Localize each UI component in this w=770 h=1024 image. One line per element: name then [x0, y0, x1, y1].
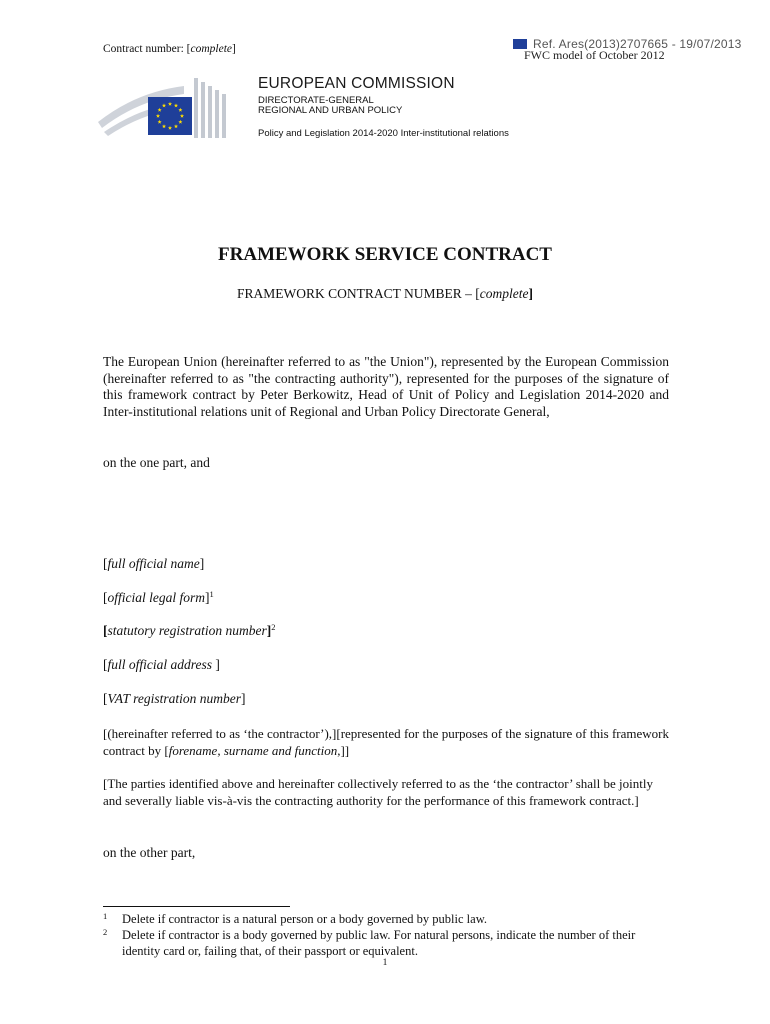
one-part-text: on the one part, and: [103, 455, 210, 470]
footnote-number: 2: [103, 927, 108, 937]
joint-liability-paragraph: [The parties identified above and hereinafter collectively referred to as the ‘the contractor’ shall be jointly and severally liable vis-à-vis the contracting authority for the performance of this framework contract.]: [103, 776, 653, 808]
footnote-ref: 2: [271, 622, 276, 632]
field-registration-number: [statutory registration number]$^2$: [103, 622, 276, 638]
reference-stamp-text: Ref. Ares(2013)2707665 - 19/07/2013: [533, 37, 742, 51]
footnote-ref: 1: [209, 589, 214, 599]
logo-column: [215, 90, 219, 138]
intro-paragraph: The European Union (hereinafter referred to as "the Union"), represented by the European Commission (hereinafter referred to as "the contracting authority"), represented for the purposes of the signature of this framework contract by Peter Berkowitz, Head of Unit of Policy and Legislation 2014-2020 and Inter-institutional relations unit of Regional and Urban Policy Directorate General,: [103, 354, 669, 419]
field-official-address: [full official address ]: [103, 657, 220, 672]
document-subtitle: FRAMEWORK CONTRACT NUMBER – [complete]: [236, 286, 533, 301]
organization-name: EUROPEAN COMMISSION: [258, 75, 455, 92]
footnote-text: Delete if contractor is a body governed by public law. For natural persons, indicate the number of their identity card or, failing that, of their passport or equivalent.: [122, 928, 636, 958]
logo-column: [208, 86, 212, 138]
unit-name: Policy and Legislation 2014-2020 Inter-institutional relations: [258, 128, 509, 139]
directorate-name: REGIONAL AND URBAN POLICY: [258, 105, 403, 116]
page-number: 1: [382, 958, 388, 968]
footnote-text: Delete if contractor is a natural person or a body governed by public law.: [122, 912, 488, 926]
model-note: FWC model of October 2012: [524, 48, 665, 62]
european-commission-logo: [96, 72, 256, 142]
field-official-name: [full official name]: [103, 556, 205, 571]
field-vat-number: [VAT registration number]: [103, 691, 246, 706]
contract-number-placeholder: complete: [190, 43, 233, 55]
logo-column: [201, 82, 205, 138]
contractor-representation: [(hereinafter referred to as ‘the contractor’),][represented for the purposes of the signature of this framework contract by [forename, surname and function,]]: [103, 726, 669, 758]
logo-column: [194, 78, 198, 138]
field-legal-form: [official legal form]$^1$: [103, 589, 214, 605]
logo-column: [222, 94, 226, 138]
other-part-text: on the other part,: [103, 845, 196, 860]
document-title: FRAMEWORK SERVICE CONTRACT: [218, 244, 552, 265]
footnote-number: 1: [103, 911, 108, 921]
footnote-separator: [103, 906, 290, 907]
contract-number: Contract number: [complete]: [103, 43, 236, 55]
subtitle-placeholder: complete: [479, 286, 529, 301]
directorate-general-line: DIRECTORATE-GENERAL: [258, 95, 374, 106]
